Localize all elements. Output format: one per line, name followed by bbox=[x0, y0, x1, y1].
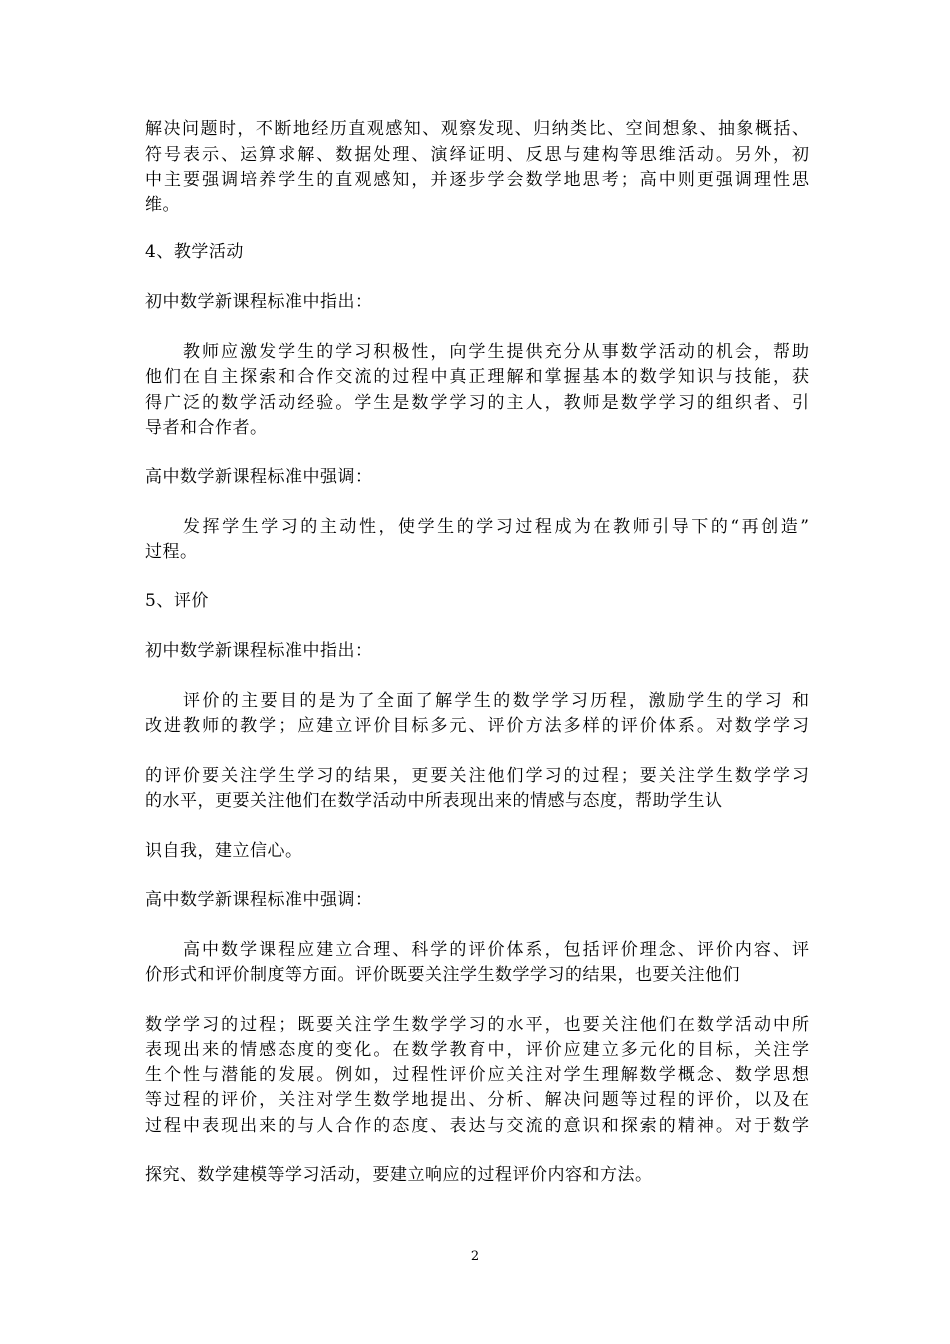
paragraph-line: 解决问题时，不断地经历直观感知、观察发现、归纳类比、空间想象、抽象概括、 bbox=[145, 119, 809, 139]
paragraph-line: 符号表示、运算求解、数据处理、演绎证明、反思与建构等思维活动。另外，初 bbox=[145, 145, 809, 165]
paragraph-line: 高中数学课程应建立合理、科学的评价体系，包括评价理念、评价内容、评 bbox=[183, 940, 809, 960]
paragraph-line: 等过程的评价，关注对学生数学地提出、分析、解决问题等过程的评价，以及在 bbox=[145, 1090, 809, 1110]
paragraph-line: 发挥学生学习的主动性，使学生的学习过程成为在教师引导下的“再创造” bbox=[183, 517, 809, 537]
paragraph-line: 得广泛的数学活动经验。学生是数学学习的主人，教师是数学学习的组织者、引 bbox=[145, 393, 809, 413]
senior-standard-label: 高中数学新课程标准中强调： bbox=[145, 467, 373, 487]
paragraph-line: 评价的主要目的是为了全面了解学生的数学学习历程，激励学生的学习 和 bbox=[183, 691, 809, 711]
page-number: 2 bbox=[470, 1249, 480, 1264]
paragraph-line: 过程。 bbox=[145, 542, 198, 562]
senior-standard-label: 高中数学新课程标准中强调： bbox=[145, 890, 373, 910]
paragraph-line: 教师应激发学生的学习积极性，向学生提供充分从事数学活动的机会，帮助 bbox=[183, 342, 809, 362]
paragraph-line: 过程中表现出来的与人合作的态度、表达与交流的意识和探索的精神。对于数学 bbox=[145, 1116, 809, 1136]
paragraph-line: 他们在自主探索和合作交流的过程中真正理解和掌握基本的数学知识与技能，获 bbox=[145, 367, 809, 387]
paragraph-line: 探究、数学建模等学习活动，要建立响应的过程评价内容和方法。 bbox=[145, 1165, 653, 1185]
paragraph-line: 数学学习的过程；既要关注学生数学学习的水平，也要关注他们在数学活动中所 bbox=[145, 1015, 809, 1035]
section-heading-5: 5、评价 bbox=[145, 591, 209, 611]
paragraph-line: 的评价要关注学生学习的结果，更要关注他们学习的过程；要关注学生数学学习 bbox=[145, 766, 809, 786]
paragraph-line: 改进教师的教学；应建立评价目标多元、评价方法多样的评价体系。对数学学习 bbox=[145, 716, 809, 736]
paragraph-line: 识自我，建立信心。 bbox=[145, 841, 303, 861]
paragraph-line: 导者和合作者。 bbox=[145, 418, 268, 438]
paragraph-line: 表现出来的情感态度的变化。在数学教育中，评价应建立多元化的目标，关注学 bbox=[145, 1040, 809, 1060]
paragraph-line: 生个性与潜能的发展。例如，过程性评价应关注对学生理解数学概念、数学思想 bbox=[145, 1065, 809, 1085]
junior-standard-label: 初中数学新课程标准中指出： bbox=[145, 292, 373, 312]
section-heading-4: 4、教学活动 bbox=[145, 242, 244, 262]
paragraph-line: 的水平，更要关注他们在数学活动中所表现出来的情感与态度，帮助学生认 bbox=[145, 791, 723, 811]
paragraph-line: 中主要强调培养学生的直观感知，并逐步学会数学地思考；高中则更强调理性思 bbox=[145, 170, 809, 190]
junior-standard-label: 初中数学新课程标准中指出： bbox=[145, 641, 373, 661]
paragraph-line: 价形式和评价制度等方面。评价既要关注学生数学学习的结果，也要关注他们 bbox=[145, 965, 740, 985]
paragraph-line: 维。 bbox=[145, 195, 180, 215]
